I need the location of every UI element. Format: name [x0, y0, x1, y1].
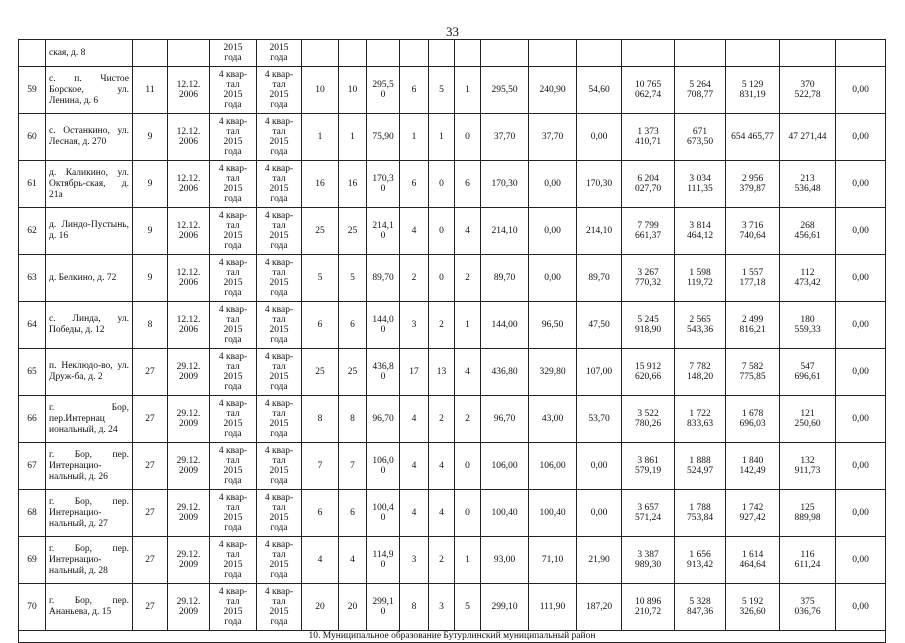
cell-area-total: 299,1 0	[367, 584, 400, 631]
cell-doc-date: 29.12. 2009	[168, 537, 210, 584]
cell-area-own: 0,00	[529, 255, 577, 302]
cell-no: 68	[19, 490, 46, 537]
cell-cost-local: 121 250,60	[780, 396, 836, 443]
cell-doc-date: 12.12. 2006	[168, 161, 210, 208]
cell-rooms-other: 1	[455, 67, 481, 114]
cell-no: 60	[19, 114, 46, 161]
cell-residents-total: 8	[302, 396, 339, 443]
cell-doc-date: 29.12. 2009	[168, 349, 210, 396]
cell-cost-extra: 0,00	[836, 443, 886, 490]
cell-rooms-total: 4	[400, 208, 429, 255]
cell-address: д. Белкино, д. 72	[46, 255, 133, 302]
cell-rooms-total: 6	[400, 161, 429, 208]
cell-area-other: 54,60	[577, 67, 622, 114]
cell-residents-total: 4	[302, 537, 339, 584]
cell-doc-no: 27	[133, 490, 168, 537]
cell-residents-total: 6	[302, 490, 339, 537]
cell-area-own: 329,80	[529, 349, 577, 396]
cell-rooms-other: 2	[455, 255, 481, 302]
cell-address: д. Линдо-Пустынь, д. 16	[46, 208, 133, 255]
cell-rooms-total: 6	[400, 67, 429, 114]
cell-cost-local: 268 456,61	[780, 208, 836, 255]
cell-rooms-total: 8	[400, 584, 429, 631]
cell-cost-extra: 0,00	[836, 584, 886, 631]
cell-cost-region: 3 716 740,64	[726, 208, 780, 255]
cell-area-other: 21,90	[577, 537, 622, 584]
cell-doc-date: 12.12. 2006	[168, 302, 210, 349]
cell-address: г. Бор, пер. Интернацио-нальный, д. 27	[46, 490, 133, 537]
cell-doc-date: 29.12. 2009	[168, 490, 210, 537]
cell-residents-resettle: 7	[339, 443, 367, 490]
section-heading: 10. Муниципальное образование Бутурлинский муниципальный район	[19, 631, 886, 643]
cell-cost-extra: 0,00	[836, 67, 886, 114]
cell-area-total: 75,90	[367, 114, 400, 161]
cell-rooms-own: 0	[429, 208, 455, 255]
cell-doc-no: 27	[133, 349, 168, 396]
cell-cost-region: 654 465,77	[726, 114, 780, 161]
table-row	[19, 490, 886, 537]
cell-address: с. Линда, ул. Победы, д. 12	[46, 302, 133, 349]
cell-quarter-fact: 4 квар- тал 2015 года	[257, 208, 302, 255]
cell-address: г. Бор, пер.Интернац иональный, д. 24	[46, 396, 133, 443]
cell-rooms-own: 0	[429, 255, 455, 302]
cell-area-total: 96,70	[367, 396, 400, 443]
cell-area-total: 295,5 0	[367, 67, 400, 114]
cell-address: ская, д. 8	[46, 40, 133, 67]
cell-cost-local: 132 911,73	[780, 443, 836, 490]
table-row	[19, 302, 886, 349]
cell-no: 70	[19, 584, 46, 631]
cell-residents-resettle: 20	[339, 584, 367, 631]
cell-address: г. Бор, пер. Интернацио-нальный, д. 26	[46, 443, 133, 490]
cell-cost-fund: 3 034 111,35	[675, 161, 726, 208]
cell-cost-region: 1 742 927,42	[726, 490, 780, 537]
cell-cost-region: 2 499 816,21	[726, 302, 780, 349]
cell-residents-total: 6	[302, 302, 339, 349]
cell-area-resettle: 214,10	[481, 208, 529, 255]
cell-quarter-fact: 4 квар- тал 2015 года	[257, 537, 302, 584]
cell-residents-resettle: 5	[339, 255, 367, 302]
table-row	[19, 443, 886, 490]
cell-no: 59	[19, 67, 46, 114]
cell-area-resettle: 106,00	[481, 443, 529, 490]
cell-area-other: 0,00	[577, 114, 622, 161]
cell-residents-resettle: 16	[339, 161, 367, 208]
cell-area-total: 144,0 0	[367, 302, 400, 349]
cell-residents-resettle: 10	[339, 67, 367, 114]
cell-rooms-total: 3	[400, 537, 429, 584]
cell-doc-no: 27	[133, 443, 168, 490]
cell-cost-region: 5 129 831,19	[726, 67, 780, 114]
cell-address: г. Бор, пер. Интернацио-нальный, д. 28	[46, 537, 133, 584]
cell-quarter-plan: 4 квар- тал 2015 года	[210, 584, 257, 631]
cell-quarter-fact: 4 квар- тал 2015 года	[257, 161, 302, 208]
cell-cost-total: 15 912 620,66	[622, 349, 675, 396]
cell-area-other: 0,00	[577, 490, 622, 537]
cell-rooms-other: 1	[455, 302, 481, 349]
table-row	[19, 67, 886, 114]
cell-rooms-own: 2	[429, 302, 455, 349]
cell-residents-resettle: 4	[339, 537, 367, 584]
cell-quarter-plan: 4 квар- тал 2015 года	[210, 396, 257, 443]
cell-area-resettle: 295,50	[481, 67, 529, 114]
cell-area-total: 170,3 0	[367, 161, 400, 208]
cell-rooms-other: 0	[455, 443, 481, 490]
cell-rooms-own: 1	[429, 114, 455, 161]
cell-no: 65	[19, 349, 46, 396]
cell-cost-local: 180 559,33	[780, 302, 836, 349]
cell-quarter-plan: 4 квар- тал 2015 года	[210, 490, 257, 537]
cell-residents-total: 1	[302, 114, 339, 161]
cell-cost-local: 47 271,44	[780, 114, 836, 161]
cell-no: 61	[19, 161, 46, 208]
cell-rooms-own: 5	[429, 67, 455, 114]
cell-area-own: 71,10	[529, 537, 577, 584]
table-row	[19, 161, 886, 208]
cell-cost-total: 5 245 918,90	[622, 302, 675, 349]
cell-cost-total: 10 896 210,72	[622, 584, 675, 631]
cell-area-resettle: 299,10	[481, 584, 529, 631]
cell-cost-extra: 0,00	[836, 349, 886, 396]
cell-area-total: 89,70	[367, 255, 400, 302]
cell-area-resettle: 37,70	[481, 114, 529, 161]
cell-rooms-other: 4	[455, 208, 481, 255]
cell-cost-fund: 1 656 913,42	[675, 537, 726, 584]
cell-no: 66	[19, 396, 46, 443]
cell-cost-extra: 0,00	[836, 490, 886, 537]
cell-area-own: 37,70	[529, 114, 577, 161]
cell-quarter-plan: 4 квар- тал 2015 года	[210, 443, 257, 490]
cell-cost-local: 547 696,61	[780, 349, 836, 396]
cell-residents-total: 25	[302, 208, 339, 255]
cell-quarter-fact: 4 квар- тал 2015 года	[257, 396, 302, 443]
cell-cost-extra: 0,00	[836, 161, 886, 208]
cell-area-resettle: 96,70	[481, 396, 529, 443]
cell-cost-local: 112 473,42	[780, 255, 836, 302]
cell-cost-region: 1 678 696,03	[726, 396, 780, 443]
cell-quarter-fact: 4 квар- тал 2015 года	[257, 67, 302, 114]
cell-doc-date: 12.12. 2006	[168, 114, 210, 161]
cell-no: 64	[19, 302, 46, 349]
cell-cost-region: 5 192 326,60	[726, 584, 780, 631]
cell-residents-resettle: 1	[339, 114, 367, 161]
cell-cost-local: 125 889,98	[780, 490, 836, 537]
cell-quarter-plan: 4 квар- тал 2015 года	[210, 114, 257, 161]
cell-area-total: 114,9 0	[367, 537, 400, 584]
cell-rooms-own: 0	[429, 161, 455, 208]
cell-doc-date: 12.12. 2006	[168, 208, 210, 255]
cell-rooms-own: 2	[429, 396, 455, 443]
cell-quarter-plan: 4 квар- тал 2015 года	[210, 208, 257, 255]
cell-address: с. п. Чистое Борское, ул. Ленина, д. 6	[46, 67, 133, 114]
cell-doc-no: 27	[133, 584, 168, 631]
cell-rooms-total: 3	[400, 302, 429, 349]
cell-doc-date: 29.12. 2009	[168, 584, 210, 631]
cell-area-resettle: 89,70	[481, 255, 529, 302]
cell-doc-no: 11	[133, 67, 168, 114]
cell-area-other: 89,70	[577, 255, 622, 302]
cell-quarter-fact: 2015 года	[257, 40, 302, 67]
cell-no: 63	[19, 255, 46, 302]
cell-cost-total: 3 522 780,26	[622, 396, 675, 443]
cell-address: д. Каликино, ул. Октябрь-ская, д. 21а	[46, 161, 133, 208]
cell-cost-total: 10 765 062,74	[622, 67, 675, 114]
table-row	[19, 255, 886, 302]
cell-quarter-fact: 4 квар- тал 2015 года	[257, 255, 302, 302]
cell-area-own: 240,90	[529, 67, 577, 114]
cell-quarter-fact: 4 квар- тал 2015 года	[257, 349, 302, 396]
cell-rooms-other: 0	[455, 490, 481, 537]
cell-quarter-plan: 4 квар- тал 2015 года	[210, 161, 257, 208]
cell-no: 69	[19, 537, 46, 584]
cell-cost-fund: 7 782 148,20	[675, 349, 726, 396]
cell-area-resettle: 144,00	[481, 302, 529, 349]
cell-area-other: 53,70	[577, 396, 622, 443]
cell-doc-no: 27	[133, 537, 168, 584]
cell-cost-total: 6 204 027,70	[622, 161, 675, 208]
section-row	[19, 631, 886, 643]
cell-rooms-total: 4	[400, 490, 429, 537]
cell-area-total: 100,4 0	[367, 490, 400, 537]
cell-quarter-plan: 4 квар- тал 2015 года	[210, 537, 257, 584]
cell-area-own: 43,00	[529, 396, 577, 443]
cell-doc-no: 9	[133, 114, 168, 161]
table-row	[19, 584, 886, 631]
cell-area-resettle: 100,40	[481, 490, 529, 537]
cell-rooms-total: 1	[400, 114, 429, 161]
table-row	[19, 40, 886, 67]
cell-residents-total: 16	[302, 161, 339, 208]
cell-residents-resettle: 25	[339, 208, 367, 255]
cell-quarter-plan: 4 квар- тал 2015 года	[210, 255, 257, 302]
cell-rooms-other: 0	[455, 114, 481, 161]
cell-doc-no: 9	[133, 208, 168, 255]
cell-cost-total: 3 267 770,32	[622, 255, 675, 302]
cell-cost-region: 1 557 177,18	[726, 255, 780, 302]
cell-cost-region: 1 614 464,64	[726, 537, 780, 584]
cell-cost-local: 213 536,48	[780, 161, 836, 208]
cell-residents-total: 20	[302, 584, 339, 631]
table-row	[19, 537, 886, 584]
cell-quarter-fact: 4 квар- тал 2015 года	[257, 584, 302, 631]
cell-cost-total: 1 373 410,71	[622, 114, 675, 161]
cell-cost-extra: 0,00	[836, 537, 886, 584]
cell-cost-fund: 5 328 847,36	[675, 584, 726, 631]
table-row	[19, 349, 886, 396]
cell-rooms-total: 17	[400, 349, 429, 396]
cell-quarter-plan: 4 квар- тал 2015 года	[210, 67, 257, 114]
cell-rooms-total: 2	[400, 255, 429, 302]
cell-residents-total: 7	[302, 443, 339, 490]
cell-area-other: 0,00	[577, 443, 622, 490]
cell-residents-total: 25	[302, 349, 339, 396]
cell-cost-extra: 0,00	[836, 255, 886, 302]
cell-area-own: 0,00	[529, 208, 577, 255]
cell-address: п. Неклюдо-во, ул. Друж-ба, д. 2	[46, 349, 133, 396]
cell-rooms-other: 5	[455, 584, 481, 631]
cell-residents-total: 5	[302, 255, 339, 302]
cell-area-other: 107,00	[577, 349, 622, 396]
cell-quarter-plan: 2015 года	[210, 40, 257, 67]
cell-quarter-plan: 4 квар- тал 2015 года	[210, 349, 257, 396]
cell-cost-local: 370 522,78	[780, 67, 836, 114]
cell-cost-extra: 0,00	[836, 114, 886, 161]
cell-address: с. Останкино, ул. Лесная, д. 270	[46, 114, 133, 161]
cell-residents-resettle: 25	[339, 349, 367, 396]
cell-quarter-fact: 4 квар- тал 2015 года	[257, 443, 302, 490]
cell-cost-fund: 5 264 708,77	[675, 67, 726, 114]
cell-rooms-other: 4	[455, 349, 481, 396]
cell-cost-extra: 0,00	[836, 396, 886, 443]
cell-area-resettle: 170,30	[481, 161, 529, 208]
cell-cost-local: 116 611,24	[780, 537, 836, 584]
cell-cost-extra: 0,00	[836, 302, 886, 349]
cell-area-other: 47,50	[577, 302, 622, 349]
cell-area-other: 214,10	[577, 208, 622, 255]
cell-rooms-own: 4	[429, 443, 455, 490]
cell-residents-total: 10	[302, 67, 339, 114]
cell-area-resettle: 93,00	[481, 537, 529, 584]
cell-area-other: 170,30	[577, 161, 622, 208]
cell-rooms-total: 4	[400, 443, 429, 490]
cell-quarter-fact: 4 квар- тал 2015 года	[257, 302, 302, 349]
cell-quarter-plan: 4 квар- тал 2015 года	[210, 302, 257, 349]
cell-cost-fund: 1 598 119,72	[675, 255, 726, 302]
cell-cost-total: 7 799 661,37	[622, 208, 675, 255]
cell-doc-date: 29.12. 2009	[168, 443, 210, 490]
cell-cost-total: 3 861 579,19	[622, 443, 675, 490]
cell-residents-resettle: 8	[339, 396, 367, 443]
cell-area-total: 436,8 0	[367, 349, 400, 396]
cell-cost-region: 2 956 379,87	[726, 161, 780, 208]
cell-cost-fund: 671 673,50	[675, 114, 726, 161]
cell-cost-total: 3 387 989,30	[622, 537, 675, 584]
cell-cost-region: 7 582 775,85	[726, 349, 780, 396]
cell-address: г. Бор, пер. Ананьева, д. 15	[46, 584, 133, 631]
cell-doc-no: 8	[133, 302, 168, 349]
cell-doc-date: 29.12. 2009	[168, 396, 210, 443]
table-row	[19, 208, 886, 255]
table-row	[19, 114, 886, 161]
cell-area-total: 214,1 0	[367, 208, 400, 255]
cell-residents-resettle: 6	[339, 302, 367, 349]
cell-no: 62	[19, 208, 46, 255]
cell-doc-no: 9	[133, 161, 168, 208]
cell-cost-total: 3 657 571,24	[622, 490, 675, 537]
cell-rooms-other: 6	[455, 161, 481, 208]
table-row	[19, 396, 886, 443]
cell-area-own: 111,90	[529, 584, 577, 631]
cell-doc-no: 9	[133, 255, 168, 302]
cell-doc-date: 12.12. 2006	[168, 255, 210, 302]
cell-cost-fund: 3 814 464,12	[675, 208, 726, 255]
cell-cost-fund: 2 565 543,36	[675, 302, 726, 349]
cell-rooms-own: 4	[429, 490, 455, 537]
cell-no: 67	[19, 443, 46, 490]
cell-area-own: 100,40	[529, 490, 577, 537]
cell-rooms-other: 2	[455, 396, 481, 443]
cell-quarter-fact: 4 квар- тал 2015 года	[257, 490, 302, 537]
cell-no	[19, 40, 46, 67]
cell-rooms-total: 4	[400, 396, 429, 443]
cell-doc-no: 27	[133, 396, 168, 443]
cell-area-own: 96,50	[529, 302, 577, 349]
cell-cost-extra: 0,00	[836, 208, 886, 255]
cell-area-own: 0,00	[529, 161, 577, 208]
cell-rooms-own: 3	[429, 584, 455, 631]
cell-doc-date: 12.12. 2006	[168, 67, 210, 114]
cell-cost-fund: 1 788 753,84	[675, 490, 726, 537]
cell-cost-fund: 1 888 524,97	[675, 443, 726, 490]
cell-cost-local: 375 036,76	[780, 584, 836, 631]
cell-area-own: 106,00	[529, 443, 577, 490]
cell-quarter-fact: 4 квар- тал 2015 года	[257, 114, 302, 161]
resettlement-table	[18, 39, 886, 643]
cell-rooms-own: 2	[429, 537, 455, 584]
cell-rooms-own: 13	[429, 349, 455, 396]
cell-area-other: 187,20	[577, 584, 622, 631]
cell-area-total: 106,0 0	[367, 443, 400, 490]
cell-cost-fund: 1 722 833,63	[675, 396, 726, 443]
cell-area-resettle: 436,80	[481, 349, 529, 396]
cell-cost-region: 1 840 142,49	[726, 443, 780, 490]
cell-residents-resettle: 6	[339, 490, 367, 537]
page-number: 33	[446, 24, 459, 39]
cell-rooms-other: 1	[455, 537, 481, 584]
